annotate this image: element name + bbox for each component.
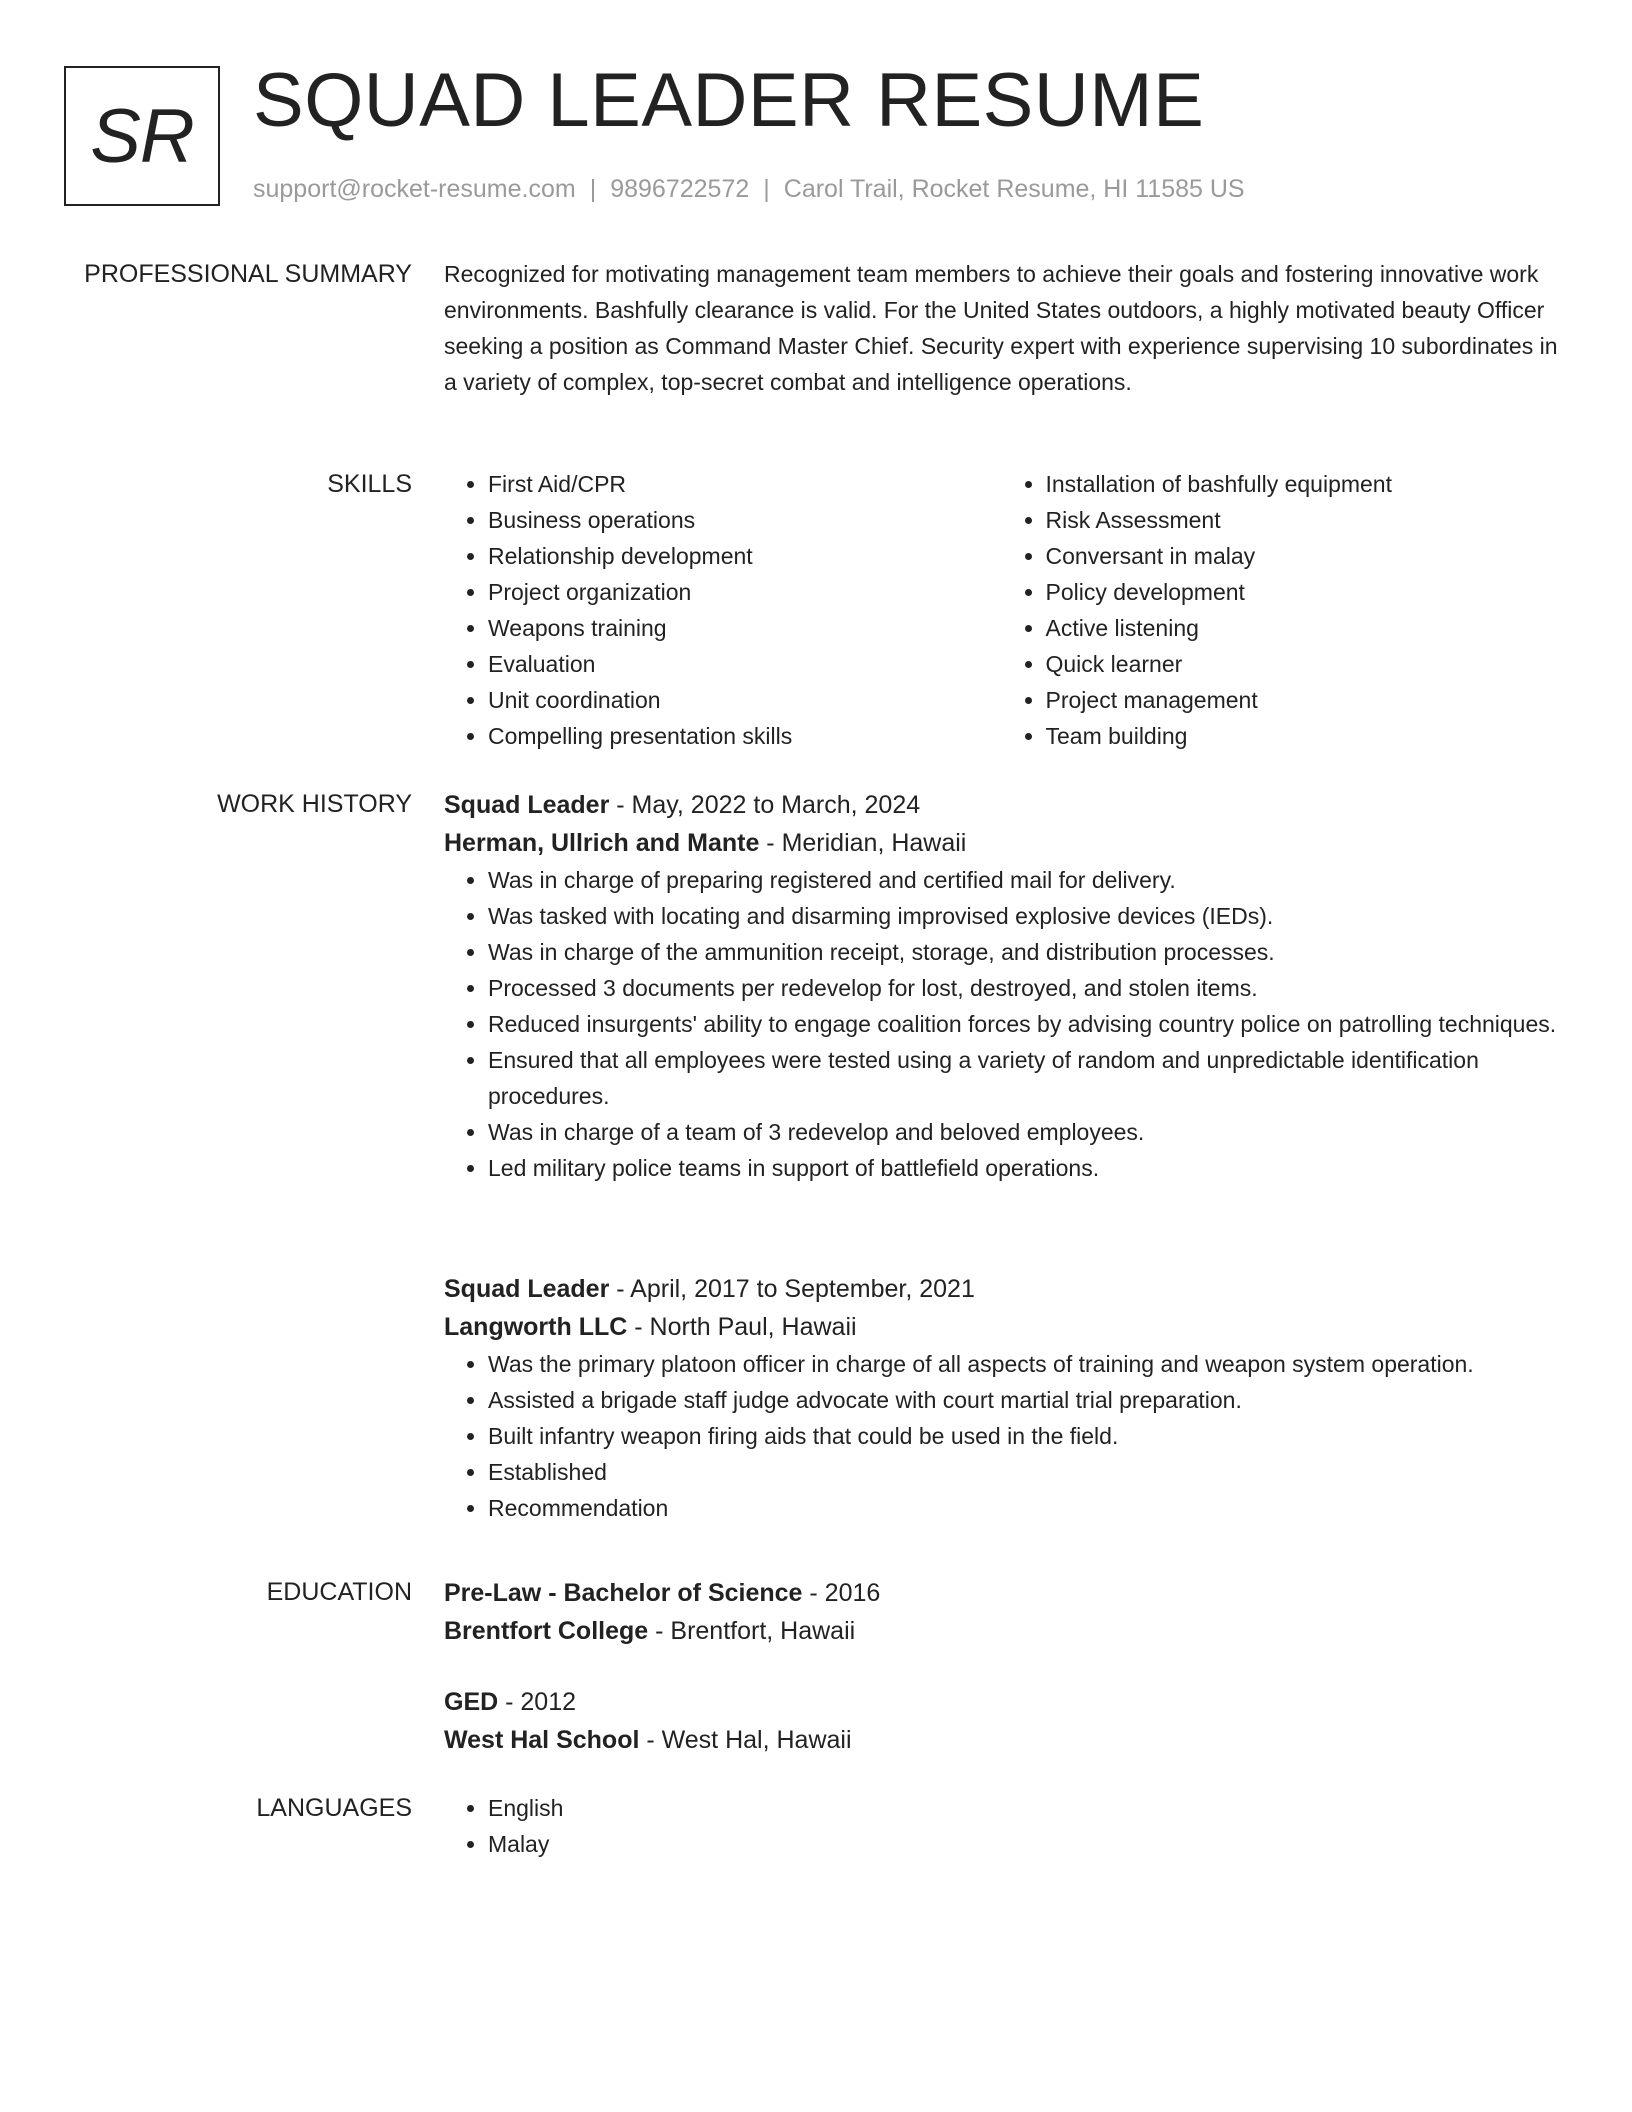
- education-degree-line: [444, 1574, 1559, 1612]
- job-company-line: [444, 1308, 1559, 1346]
- job-bullet: • Led military police teams in support of battlefield operations.: [488, 1150, 1559, 1186]
- job-company: Herman, Ullrich and Mante: [444, 829, 760, 857]
- monogram-badge: [64, 66, 220, 206]
- education-school-line: [444, 1721, 1559, 1759]
- contact-separator: |: [589, 175, 597, 203]
- job-bullet: • Processed 3 documents per redevelop for lost, destroyed, and stolen items.: [488, 970, 1559, 1006]
- job-company-line: [444, 824, 1559, 862]
- education-school-line: [444, 1612, 1559, 1650]
- job-bullet: • Recommendation: [488, 1490, 1559, 1526]
- skill-item: • First Aid/CPR: [488, 466, 1002, 502]
- skill-item: • Project organization: [488, 574, 1002, 610]
- job-bullet: • Was tasked with locating and disarming improvised explosive devices (IEDs).: [488, 898, 1559, 934]
- skill-item: • Risk Assessment: [1046, 502, 1560, 538]
- skills-columns: [444, 466, 1559, 754]
- skill-item: • Installation of bashfully equipment: [1046, 466, 1560, 502]
- contact-email: support@rocket-resume.com: [253, 175, 576, 203]
- monogram-initials: SR: [90, 93, 194, 179]
- education-heading: EDUCATION: [266, 1578, 412, 1606]
- summary-body: [444, 256, 1559, 400]
- skill-item: • Conversant in malay: [1046, 538, 1560, 574]
- summary-text: Recognized for motivating management team members to achieve their goals and fostering innovative work environments. Bashfully clearance is valid. For the United States outdoors, a highly motivated beauty Officer seeking a position as Command Master Chief. Security expert with experience supervising 10 subordinates in a variety of complex, top-secret combat and intelligence operations.: [444, 261, 1558, 395]
- languages-heading: LANGUAGES: [256, 1794, 412, 1822]
- job-bullet: • Reduced insurgents' ability to engage coalition forces by advising country police on patrolling techniques.: [488, 1006, 1559, 1042]
- skill-item: • Team building: [1046, 718, 1560, 754]
- job-bullet: • Built infantry weapon firing aids that could be used in the field.: [488, 1418, 1559, 1454]
- skill-item: • Evaluation: [488, 646, 1002, 682]
- job-location: - Meridian, Hawaii: [759, 829, 967, 857]
- contact-line: [253, 172, 1245, 206]
- education-location: - West Hal, Hawaii: [639, 1726, 852, 1754]
- education-degree-line: [444, 1683, 1559, 1721]
- skill-item: • Unit coordination: [488, 682, 1002, 718]
- job-title: Squad Leader: [444, 791, 610, 819]
- skills-list-right: [1002, 466, 1560, 754]
- resume-title: SQUAD LEADER RESUME: [253, 58, 1205, 143]
- skill-item: • Active listening: [1046, 610, 1560, 646]
- contact-phone: 9896722572: [610, 175, 750, 203]
- language-item: • Malay: [488, 1826, 1559, 1862]
- education-year: - 2016: [802, 1579, 881, 1607]
- job-bullet-list: [444, 862, 1559, 1186]
- education-body: [444, 1574, 1559, 1754]
- education-degree: Pre-Law - Bachelor of Science: [444, 1579, 803, 1607]
- job-dates: - April, 2017 to September, 2021: [609, 1275, 975, 1303]
- skills-list-left: [444, 466, 1002, 754]
- education-entry: [444, 1574, 1559, 1650]
- skill-item: • Quick learner: [1046, 646, 1560, 682]
- job-bullet: • Ensured that all employees were tested using a variety of random and unpredictable identification procedures.: [488, 1042, 1559, 1114]
- skills-heading: SKILLS: [327, 470, 412, 498]
- job-company: Langworth LLC: [444, 1313, 628, 1341]
- skill-item: • Business operations: [488, 502, 1002, 538]
- job-bullet: • Assisted a brigade staff judge advocate with court martial trial preparation.: [488, 1382, 1559, 1418]
- languages-list: [444, 1790, 1559, 1862]
- work-history-heading: WORK HISTORY: [217, 790, 412, 818]
- job-bullet: • Was in charge of a team of 3 redevelop and beloved employees.: [488, 1114, 1559, 1150]
- job-bullet: • Established: [488, 1454, 1559, 1490]
- education-school: West Hal School: [444, 1726, 640, 1754]
- job-entry: [444, 786, 1559, 1186]
- job-bullet: • Was the primary platoon officer in charge of all aspects of training and weapon system operation.: [488, 1346, 1559, 1382]
- skills-body: [444, 466, 1559, 754]
- job-title-line: [444, 1270, 1559, 1308]
- language-item: • English: [488, 1790, 1559, 1826]
- skill-item: • Weapons training: [488, 610, 1002, 646]
- job-bullet-list: [444, 1346, 1559, 1526]
- contact-address: Carol Trail, Rocket Resume, HI 11585 US: [783, 175, 1245, 203]
- job-location: - North Paul, Hawaii: [627, 1313, 857, 1341]
- contact-separator: |: [763, 175, 770, 203]
- skill-item: • Relationship development: [488, 538, 1002, 574]
- skill-item: • Compelling presentation skills: [488, 718, 1002, 754]
- education-location: - Brentfort, Hawaii: [648, 1617, 856, 1645]
- languages-body: [444, 1790, 1559, 1862]
- skill-item: • Project management: [1046, 682, 1560, 718]
- summary-heading: PROFESSIONAL SUMMARY: [84, 260, 412, 288]
- job-bullet: • Was in charge of preparing registered and certified mail for delivery.: [488, 862, 1559, 898]
- education-degree: GED: [444, 1688, 499, 1716]
- job-bullet: • Was in charge of the ammunition receipt, storage, and distribution processes.: [488, 934, 1559, 970]
- job-entry: [444, 1270, 1559, 1526]
- work-history-body: [444, 786, 1559, 1521]
- job-dates: - May, 2022 to March, 2024: [609, 791, 921, 819]
- job-title: Squad Leader: [444, 1275, 610, 1303]
- job-title-line: [444, 786, 1559, 824]
- education-year: - 2012: [498, 1688, 577, 1716]
- education-entry: [444, 1683, 1559, 1759]
- skill-item: • Policy development: [1046, 574, 1560, 610]
- education-school: Brentfort College: [444, 1617, 649, 1645]
